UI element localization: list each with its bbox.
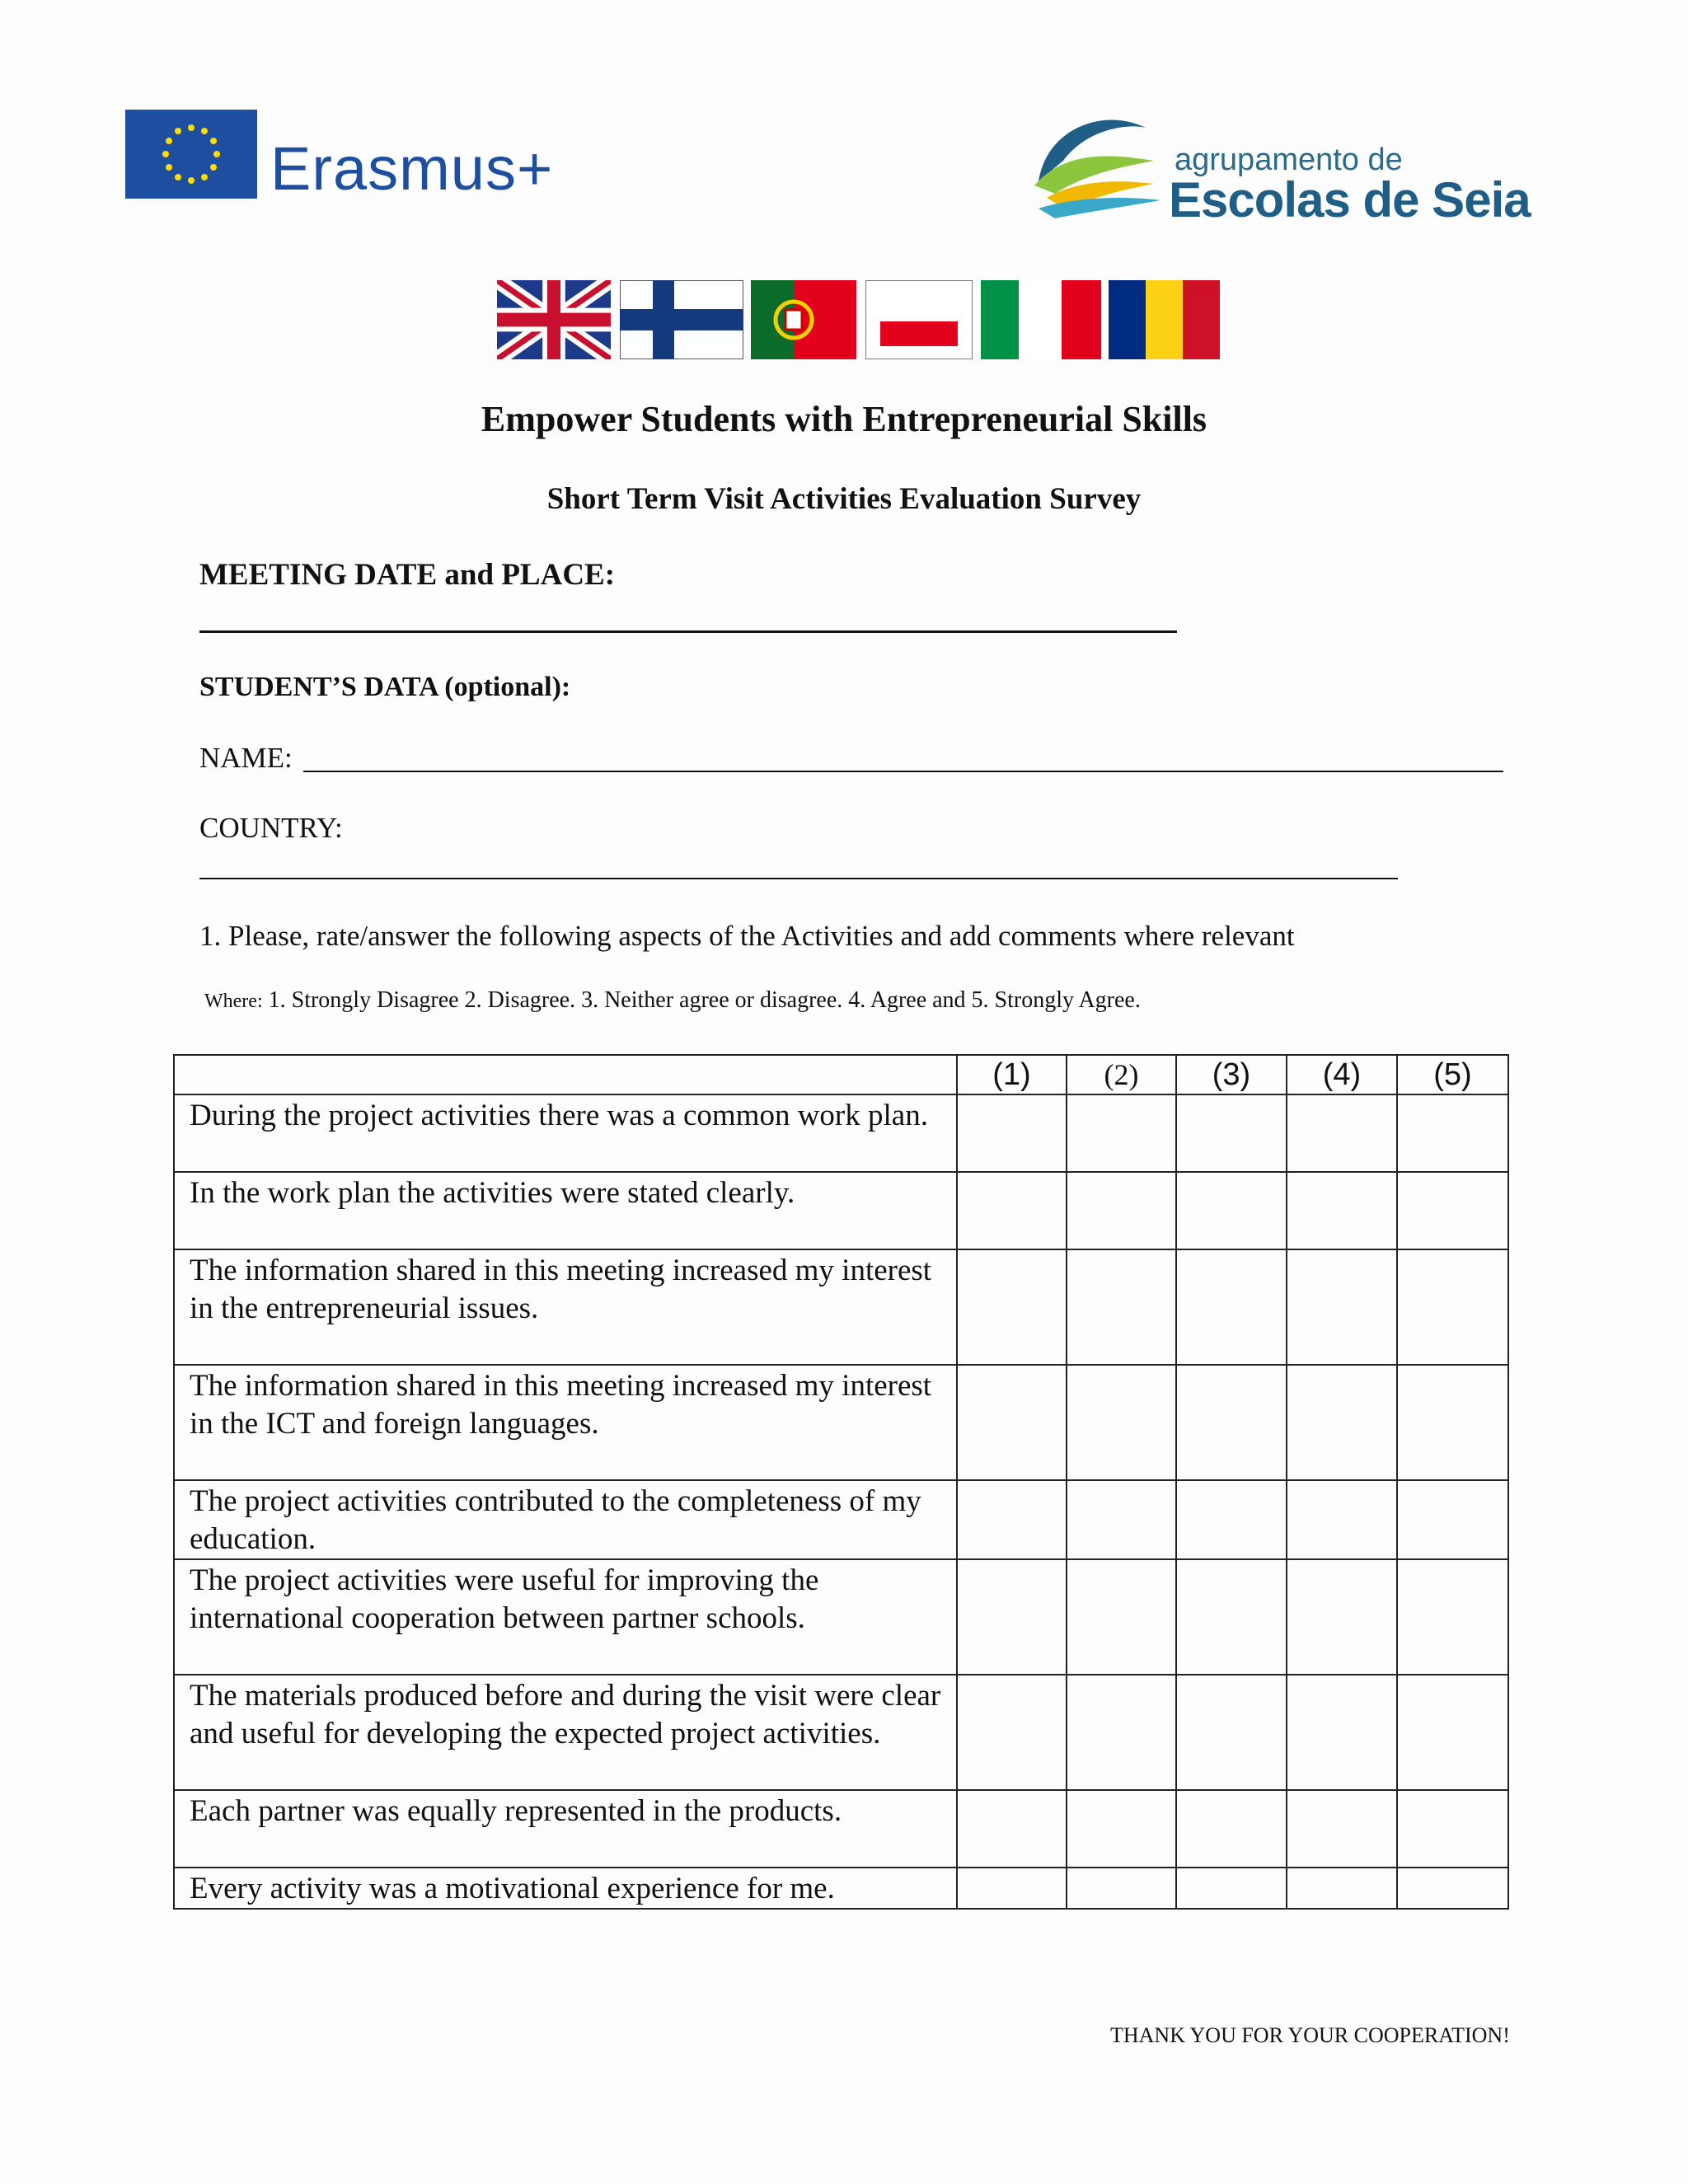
school-swoosh-icon	[1030, 103, 1162, 218]
statement-cell: The project activities contributed to the completeness of my education.	[174, 1480, 957, 1559]
header-rating-3: (3)	[1176, 1055, 1287, 1094]
rating-cell[interactable]	[1176, 1249, 1287, 1365]
page-title: Empower Students with Entrepreneurial Skills	[481, 399, 1207, 439]
rating-cell[interactable]	[1067, 1365, 1176, 1480]
statement-cell: Each partner was equally represented in the products.	[174, 1790, 957, 1868]
rating-cell[interactable]	[1397, 1559, 1508, 1675]
rating-cell[interactable]	[1176, 1094, 1287, 1172]
rating-cell[interactable]	[1176, 1365, 1287, 1480]
rating-cell[interactable]	[1397, 1249, 1508, 1365]
scale-text: 1. Strongly Disagree 2. Disagree. 3. Neither agree or disagree. 4. Agree and 5. Strongly Agree.	[268, 987, 1141, 1013]
rating-cell[interactable]	[957, 1172, 1067, 1249]
statement-cell: The information shared in this meeting increased my interest in the ICT and foreign languages.	[174, 1365, 957, 1480]
table-row	[174, 1480, 1508, 1559]
thank-you-footer: THANK YOU FOR YOUR COOPERATION!	[1110, 2023, 1510, 2047]
rating-cell[interactable]	[1397, 1172, 1508, 1249]
poland-flag	[865, 280, 973, 359]
rating-cell[interactable]	[1287, 1675, 1397, 1790]
rating-cell[interactable]	[1176, 1480, 1287, 1559]
rating-cell[interactable]	[1176, 1172, 1287, 1249]
meeting-date-place-field[interactable]	[199, 630, 1177, 633]
rating-cell[interactable]	[1176, 1790, 1287, 1868]
rating-cell[interactable]	[1067, 1675, 1176, 1790]
page-subtitle: Short Term Visit Activities Evaluation Survey	[546, 482, 1142, 516]
rating-cell[interactable]	[1287, 1480, 1397, 1559]
school-logo	[1030, 103, 1162, 218]
rating-cell[interactable]	[1287, 1559, 1397, 1675]
statement-cell: Every activity was a motivational experience for me.	[174, 1868, 957, 1909]
rating-cell[interactable]	[1067, 1480, 1176, 1559]
instruction-text: 1. Please, rate/answer the following aspects of the Activities and add comments where relevant	[199, 920, 1295, 952]
uk-flag	[497, 280, 611, 359]
table-row	[174, 1094, 1508, 1172]
header-rating-4: (4)	[1287, 1055, 1397, 1094]
rating-cell[interactable]	[957, 1790, 1067, 1868]
meeting-date-place-label: MEETING DATE and PLACE:	[199, 558, 616, 592]
rating-cell[interactable]	[957, 1094, 1067, 1172]
rating-cell[interactable]	[1397, 1365, 1508, 1480]
rating-cell[interactable]	[957, 1559, 1067, 1675]
rating-cell[interactable]	[1067, 1249, 1176, 1365]
school-logo-big-text: Escolas de Seia	[1169, 172, 1531, 227]
school-logo-small-text: agrupamento de	[1175, 143, 1403, 177]
statement-cell: The information shared in this meeting increased my interest in the entrepreneurial issues.	[174, 1249, 957, 1365]
rating-cell[interactable]	[1287, 1365, 1397, 1480]
rating-cell[interactable]	[1397, 1868, 1508, 1909]
table-header-row	[174, 1055, 1508, 1094]
rating-cell[interactable]	[1287, 1172, 1397, 1249]
rating-cell[interactable]	[1176, 1868, 1287, 1909]
scale-legend	[204, 987, 1141, 1014]
header-statement-cell	[174, 1055, 957, 1094]
table-row	[174, 1172, 1508, 1249]
country-field[interactable]	[199, 878, 1398, 879]
scale-where-label: Where:	[204, 991, 263, 1012]
erasmus-logo-text: Erasmus+	[270, 134, 554, 203]
eu-stars-icon	[125, 110, 257, 199]
rating-cell[interactable]	[1397, 1094, 1508, 1172]
rating-cell[interactable]	[1067, 1094, 1176, 1172]
table-row	[174, 1868, 1508, 1909]
rating-cell[interactable]	[957, 1249, 1067, 1365]
student-data-label: STUDENT’S DATA (optional):	[199, 672, 571, 702]
rating-cell[interactable]	[957, 1480, 1067, 1559]
eu-flag-logo	[125, 110, 257, 199]
table-row	[174, 1790, 1508, 1868]
table-row	[174, 1675, 1508, 1790]
header-rating-2: (2)	[1067, 1055, 1176, 1094]
rating-cell[interactable]	[1067, 1790, 1176, 1868]
romania-flag	[1059, 280, 1220, 359]
name-field[interactable]	[303, 771, 1503, 772]
finland-flag	[620, 280, 743, 359]
statement-cell: In the work plan the activities were stated clearly.	[174, 1172, 957, 1249]
statement-cell: During the project activities there was a common work plan.	[174, 1094, 957, 1172]
italy-flag	[981, 280, 1062, 359]
statement-cell: The materials produced before and during the visit were clear and useful for developing the expected project activities.	[174, 1675, 957, 1790]
name-label: NAME:	[199, 742, 293, 774]
rating-cell[interactable]	[1176, 1559, 1287, 1675]
rating-cell[interactable]	[1287, 1249, 1397, 1365]
rating-cell[interactable]	[1287, 1094, 1397, 1172]
rating-cell[interactable]	[957, 1675, 1067, 1790]
rating-cell[interactable]	[957, 1365, 1067, 1480]
rating-cell[interactable]	[1067, 1559, 1176, 1675]
table-row	[174, 1559, 1508, 1675]
country-label: COUNTRY:	[199, 812, 343, 844]
statement-cell: The project activities were useful for improving the international cooperation between partner schools.	[174, 1559, 957, 1675]
rating-cell[interactable]	[1397, 1675, 1508, 1790]
rating-cell[interactable]	[957, 1868, 1067, 1909]
rating-cell[interactable]	[1067, 1172, 1176, 1249]
table-row	[174, 1365, 1508, 1480]
header-rating-5: (5)	[1397, 1055, 1508, 1094]
rating-cell[interactable]	[1287, 1790, 1397, 1868]
rating-cell[interactable]	[1176, 1675, 1287, 1790]
rating-cell[interactable]	[1397, 1480, 1508, 1559]
table-row	[174, 1249, 1508, 1365]
portugal-flag	[751, 280, 856, 359]
rating-cell[interactable]	[1397, 1790, 1508, 1868]
rating-table	[173, 1054, 1509, 1910]
rating-cell[interactable]	[1287, 1868, 1397, 1909]
rating-cell[interactable]	[1067, 1868, 1176, 1909]
header-rating-1: (1)	[957, 1055, 1067, 1094]
